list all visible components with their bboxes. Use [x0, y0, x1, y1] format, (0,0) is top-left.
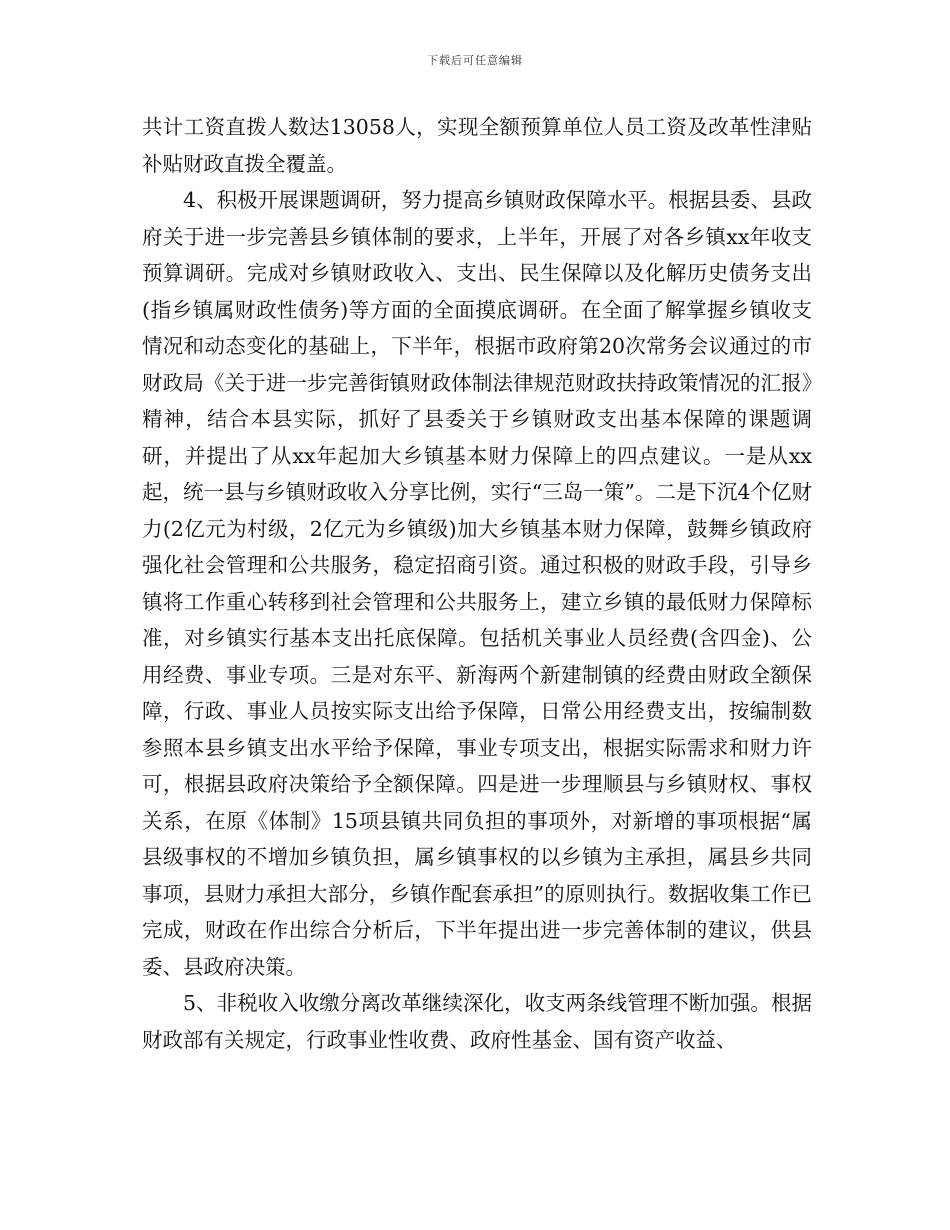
- paragraph-2: 4、积极开展课题调研，努力提高乡镇财政保障水平。根据县委、县政府关于进一步完善县乡镇体制的要求，上半年，开展了对各乡镇xx年收支预算调研。完成对乡镇财政收入、支出、民生保障以及化解历史债务支出(指乡镇属财政性债务)等方面的全面摸底调研。在全面了解掌握乡镇收支情况和动态变化的基础上，下半年，根据市政府第20次常务会议通过的市财政局《关于进一步完善街镇财政体制法律规范财政扶持政策情况的汇报》精神，结合本县实际，抓好了县委关于乡镇财政支出基本保障的课题调研，并提出了从xx年起加大乡镇基本财力保障上的四点建议。一是从xx起，统一县与乡镇财政收入分享比例，实行“三岛一策”。二是下沉4个亿财力(2亿元为村级，2亿元为乡镇级)加大乡镇基本财力保障，鼓舞乡镇政府强化社会管理和公共服务，稳定招商引资。通过积极的财政手段，引导乡镇将工作重心转移到社会管理和公共服务上，建立乡镇的最低财力保障标准，对乡镇实行基本支出托底保障。包括机关事业人员经费(含四金)、公用经费、事业专项。三是对东平、新海两个新建制镇的经费由财政全额保障，行政、事业人员按实际支出给予保障，日常公用经费支出，按编制数参照本县乡镇支出水平给予保障，事业专项支出，根据实际需求和财力许可，根据县政府决策给予全额保障。四是进一步理顺县与乡镇财权、事权关系，在原《体制》15项县镇共同负担的事项外，对新增的事项根据“属县级事权的不增加乡镇负担，属乡镇事权的以乡镇为主承担，属县乡共同事项，县财力承担大部分，乡镇作配套承担”的原则执行。数据收集工作已完成，财政在作出综合分析后，下半年提出进一步完善体制的建议，供县委、县政府决策。: [142, 188, 812, 979]
- paragraph-1: 共计工资直拨人数达13058人，实现全额预算单位人员工资及改革性津贴补贴财政直拨全覆盖。: [142, 115, 812, 176]
- document-body: [142, 109, 812, 1058]
- paragraph-3: 5、非税收入收缴分离改革继续深化，收支两条线管理不断加强。根据财政部有关规定，行政事业性收费、政府性基金、国有资产收益、: [142, 991, 812, 1052]
- page-header: 下载后可任意编辑: [427, 54, 523, 67]
